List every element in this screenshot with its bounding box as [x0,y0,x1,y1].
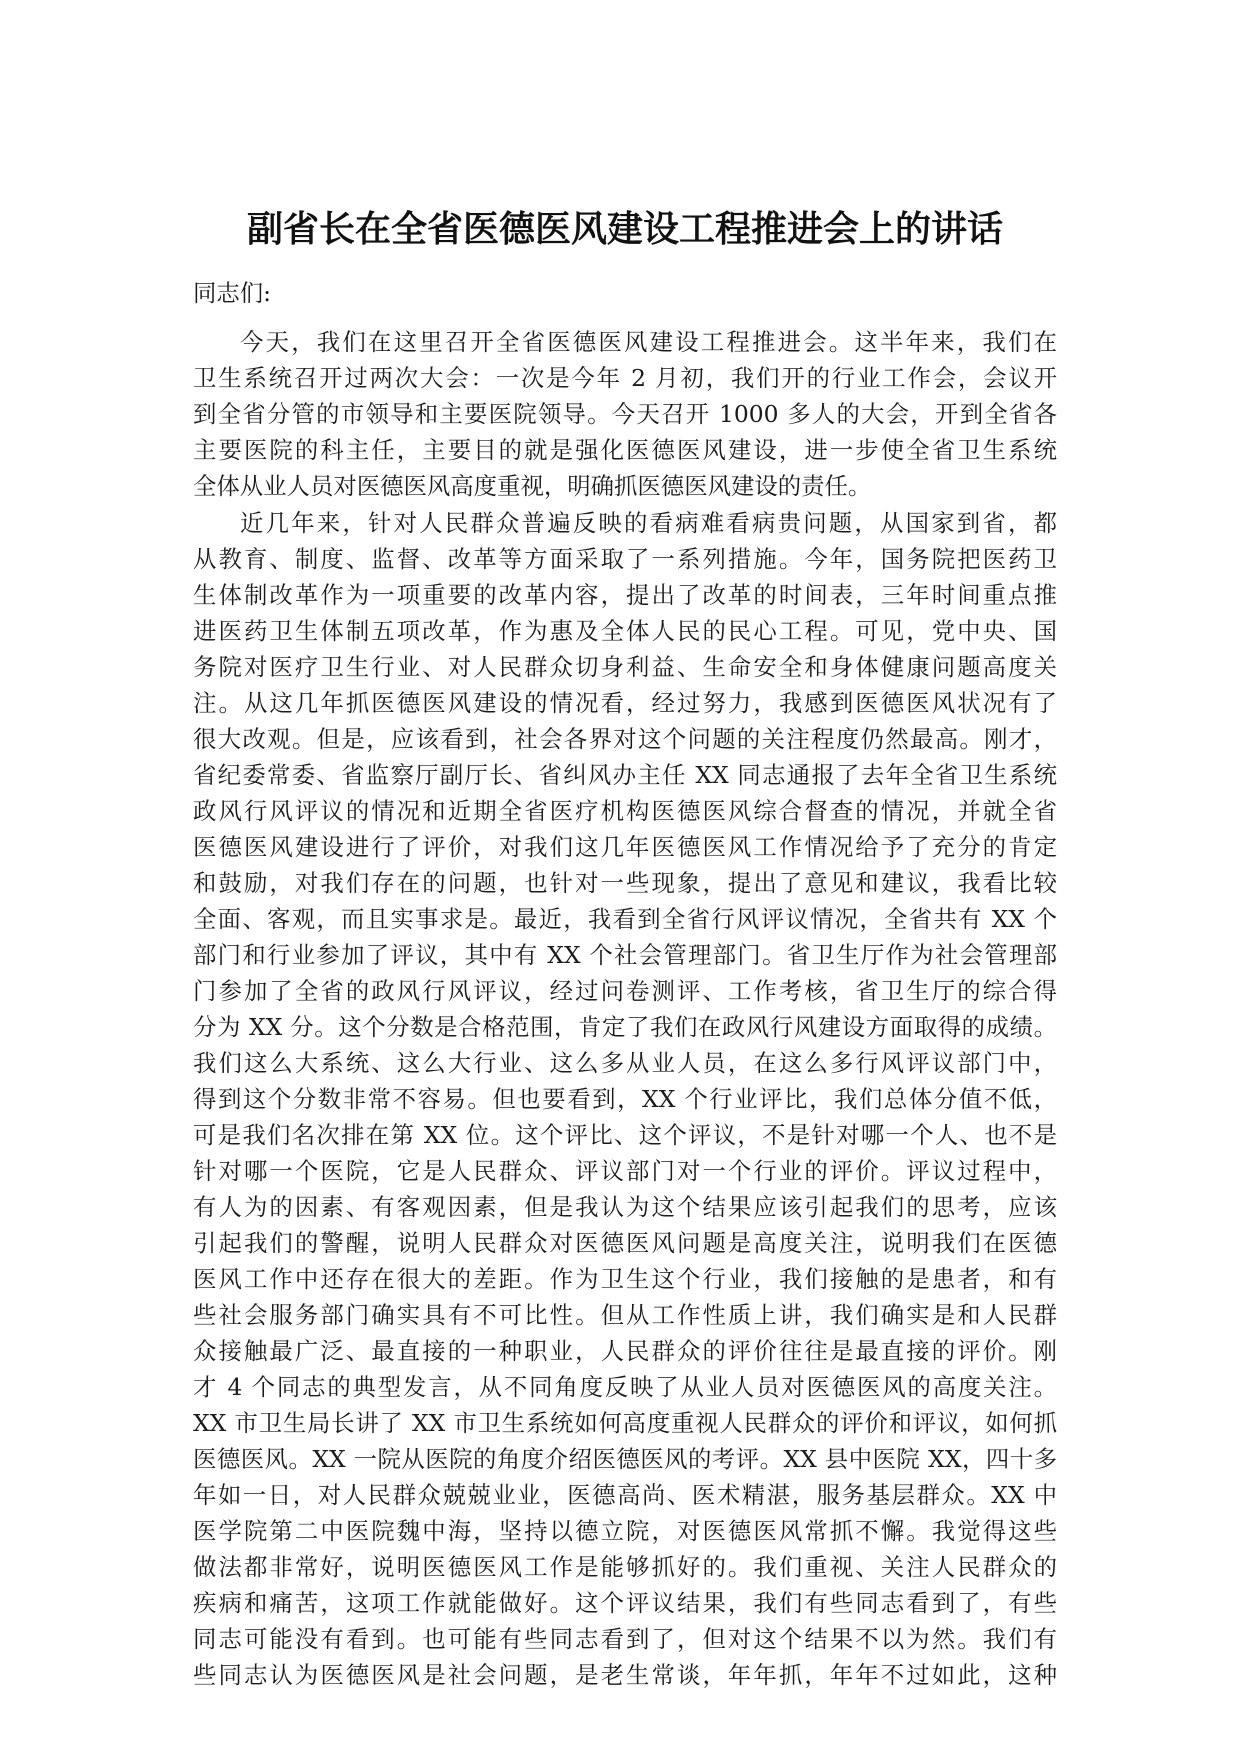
paragraph-line: 很大改观。但是，应该看到，社会各界对这个问题的关注程度仍然最高。刚才， [193,725,1057,753]
paragraph-line: 才 4 个同志的典型发言，从不同角度反映了从业人员对医德医风的高度关注。 [193,1373,1057,1401]
paragraph-line: 年如一日，对人民群众兢兢业业，医德高尚、医术精湛，服务基层群众。XX 中 [193,1481,1057,1509]
paragraph-line: 些社会服务部门确实具有不可比性。但从工作性质上讲，我们确实是和人民群 [193,1301,1057,1329]
paragraph-line: 医学院第二中医院魏中海，坚持以德立院，对医德医风常抓不懈。我觉得这些 [193,1517,1057,1545]
paragraph-line: 省纪委常委、省监察厅副厅长、省纠风办主任 XX 同志通报了去年全省卫生系统 [193,761,1057,789]
paragraph-line: 今天，我们在这里召开全省医德医风建设工程推进会。这半年来，我们在 [240,328,1057,356]
paragraph-line: 部门和行业参加了评议，其中有 XX 个社会管理部门。省卫生厅作为社会管理部 [193,941,1057,969]
paragraph-line: 全面、客观，而且实事求是。最近，我看到全省行风评议情况，全省共有 XX 个 [193,905,1057,933]
salutation: 同志们: [193,279,272,307]
paragraph-line: 全体从业人员对医德医风高度重视，明确抓医德医风建设的责任。 [193,472,872,500]
paragraph-line: 同志可能没有看到。也可能有些同志看到了，但对这个结果不以为然。我们有 [193,1625,1057,1653]
paragraph-line: 可是我们名次排在第 XX 位。这个评比、这个评议，不是针对哪一个人、也不是 [193,1121,1057,1149]
paragraph-line: 生体制改革作为一项重要的改革内容，提出了改革的时间表，三年时间重点推 [193,581,1057,609]
paragraph-2 [193,505,1057,1693]
paragraph-line: 主要医院的科主任，主要目的就是强化医德医风建设，进一步使全省卫生系统 [193,436,1057,464]
paragraph-line: 门参加了全省的政风行风评议，经过问卷测评、工作考核，省卫生厅的综合得 [193,977,1057,1005]
paragraph-line: 政风行风评议的情况和近期全省医疗机构医德医风综合督查的情况，并就全省 [193,797,1057,825]
paragraph-line: 卫生系统召开过两次大会：一次是今年 2 月初，我们开的行业工作会，会议开 [193,364,1057,392]
paragraph-line: 医风工作中还存在很大的差距。作为卫生这个行业，我们接触的是患者，和有 [193,1265,1057,1293]
paragraph-line: 引起我们的警醒，说明人民群众对医德医风问题是高度关注，说明我们在医德 [193,1229,1057,1257]
paragraph-line: 进医药卫生体制五项改革，作为惠及全体人民的民心工程。可见，党中央、国 [193,617,1057,645]
paragraph-line: 有人为的因素、有客观因素，但是我认为这个结果应该引起我们的思考，应该 [193,1193,1057,1221]
paragraph-line: 注。从这几年抓医德医风建设的情况看，经过努力，我感到医德医风状况有了 [193,689,1057,717]
paragraph-line: 务院对医疗卫生行业、对人民群众切身利益、生命安全和身体健康问题高度关 [193,653,1057,681]
paragraph-line: 我们这么大系统、这么大行业、这么多从业人员，在这么多行风评议部门中， [193,1049,1057,1077]
paragraph-line: XX 市卫生局长讲了 XX 市卫生系统如何高度重视人民群众的评价和评议，如何抓 [193,1409,1057,1437]
paragraph-line: 医德医风建设进行了评价，对我们这几年医德医风工作情况给予了充分的肯定 [193,833,1057,861]
paragraph-line: 和鼓励，对我们存在的问题，也针对一些现象，提出了意见和建议，我看比较 [193,869,1057,897]
paragraph-line: 些同志认为医德医风是社会问题，是老生常谈，年年抓，年年不过如此，这种 [193,1661,1057,1689]
paragraph-line: 针对哪一个医院，它是人民群众、评议部门对一个行业的评价。评议过程中， [193,1157,1057,1185]
paragraph-line: 众接触最广泛、最直接的一种职业，人民群众的评价往往是最直接的评价。刚 [193,1337,1057,1365]
paragraph-line: 从教育、制度、监督、改革等方面采取了一系列措施。今年，国务院把医药卫 [193,545,1057,573]
document-title: 副省长在全省医德医风建设工程推进会上的讲话 [246,209,1003,250]
paragraph-1 [193,324,1057,504]
paragraph-line: 得到这个分数非常不容易。但也要看到，XX 个行业评比，我们总体分值不低， [193,1085,1057,1113]
paragraph-line: 到全省分管的市领导和主要医院领导。今天召开 1000 多人的大会，开到全省各 [193,400,1057,428]
paragraph-line: 做法都非常好，说明医德医风工作是能够抓好的。我们重视、关注人民群众的 [193,1553,1057,1581]
paragraph-line: 疾病和痛苦，这项工作就能做好。这个评议结果，我们有些同志看到了，有些 [193,1589,1057,1617]
paragraph-line: 分为 XX 分。这个分数是合格范围，肯定了我们在政风行风建设方面取得的成绩。 [193,1013,1057,1041]
paragraph-line: 医德医风。XX 一院从医院的角度介绍医德医风的考评。XX 县中医院 XX，四十多 [193,1445,1057,1473]
paragraph-line: 近几年来，针对人民群众普遍反映的看病难看病贵问题，从国家到省，都 [240,509,1057,537]
